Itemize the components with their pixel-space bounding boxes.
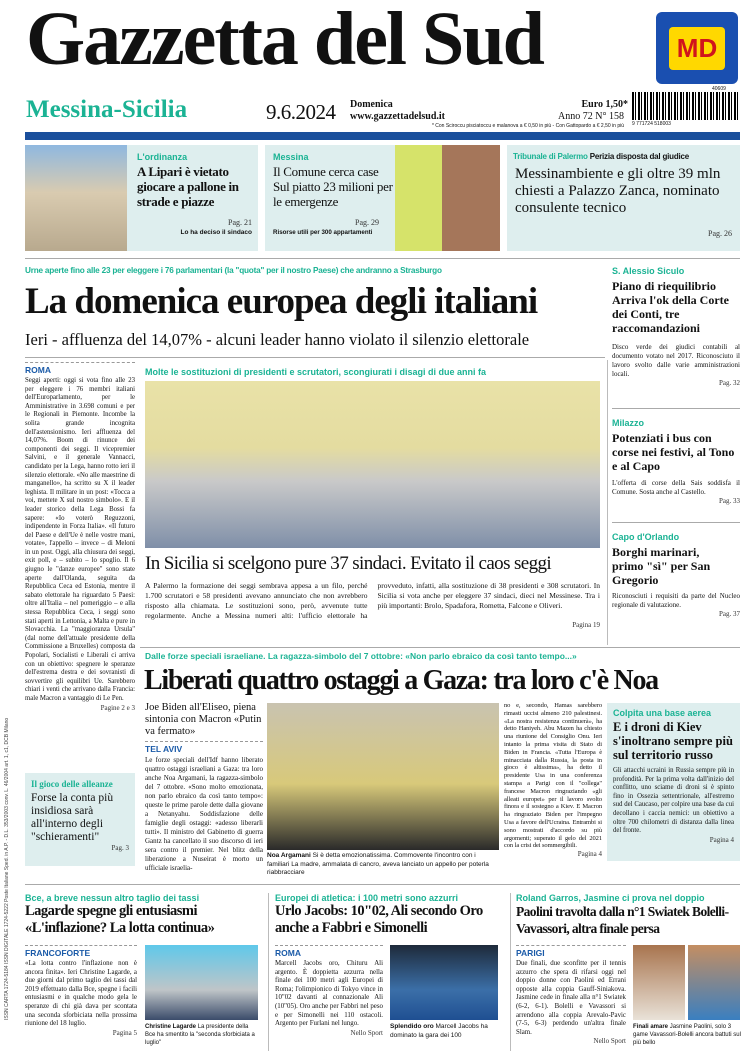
masthead-title: Gazzetta del Sud bbox=[26, 0, 543, 81]
bottom-body: Marcell Jacobs oro, Chituru Ali argento. È doppietta azzurra nella finale dei 100 metri agli Europei di Roma; l'olimpionico di Tokyo vince in 10"02 davanti al connazionale Ali (10"05). Oro anche per Fabbri nel peso e per Simonelli nei 110 ostacoli. Argento per Furlani nel lungo. bbox=[275, 960, 383, 1028]
teaser-comune[interactable] bbox=[265, 145, 500, 251]
right-headline: Borghi marinari, primo "sì" per San Gregorio bbox=[612, 545, 711, 587]
kiev-body: Gli attacchi ucraini in Russia sempre più in profondità. Per la prima volta dall'inizio del conflitto, uno sciame di droni si è spinto fino in Ossezia settentrionale, all'estremo sud del Caucaso, per colpire una base da cui decollano i caccia nemici: un obiettivo a oltre 700 chilometri di distanza dalla linea del fronte. bbox=[613, 767, 734, 835]
lead-location: ROMA bbox=[25, 362, 135, 375]
paolini-photo bbox=[633, 945, 685, 1020]
bottom-location: PARIGI bbox=[516, 945, 626, 958]
right-item[interactable] bbox=[612, 418, 740, 505]
md-logo-text: MD bbox=[669, 27, 725, 70]
caption-text: Si è detta emozionatissima. Commovente l'incontro con i familiari La madre, ammalata di cancro, aveva lanciato un appello per poterla riabbracciare bbox=[267, 852, 489, 876]
barcode-code: 40609 bbox=[712, 86, 726, 92]
gaza-subhead: Joe Biden all'Eliseo, piena sintonia con Macron «Putin va fermato» bbox=[145, 702, 262, 737]
bottom-kicker: Roland Garros, Jasmine ci prova nel doppio bbox=[516, 893, 705, 903]
alleanze-kicker: Il gioco delle alleanze bbox=[31, 779, 113, 789]
alleanze-page: Pag. 3 bbox=[111, 844, 129, 852]
gaza-page: Pagina 4 bbox=[577, 850, 602, 859]
caption-name: Splendido oro bbox=[390, 1023, 434, 1030]
right-item[interactable] bbox=[612, 532, 740, 618]
bottom-location: FRANCOFORTE bbox=[25, 945, 137, 958]
jacobs-caption bbox=[390, 1023, 500, 1040]
bottom-kicker: Europei di atletica: i 100 metri sono azzurri bbox=[275, 893, 459, 903]
right-kicker: S. Alessio Siculo bbox=[612, 266, 685, 276]
gaza-body-cont: no e, secondo, Hamas sarebbero rimasti uccisi almeno 210 palestinesi. «La nostra resistenza continuerà», ha detto Haniyeh. Abu Mazen ha chiesto una riunione del Consiglio Onu. Ieri intanto la prima visita di Stato di Biden in Francia. «Tutta l'Europa è minacciata dalla Russia, la posta in gioco è altissima», ha detto il presidente Usa in una conferenza stampa a Parigi con il "collega" francese Macron ringraziando «gli alleati europei» per il lavoro svolto finora e il sostegno a Kiev. E Macron ha ringraziato Biden per l'impegno Usa a favore dell'Ucraina. Entrambi si sono mostrati d'accordo su più argomenti; superato il gelo del 2021 con la crisi dei sommergibili. bbox=[504, 702, 602, 850]
bottom-page: Pagina 5 bbox=[112, 1028, 137, 1037]
right-headline: Piano di riequilibrio Arriva l'ok della Corte dei Conti, tre raccomandazioni bbox=[612, 279, 729, 335]
story-jacobs[interactable] bbox=[275, 893, 505, 1039]
bottom-location: ROMA bbox=[275, 945, 383, 958]
gaza-article-cont bbox=[504, 702, 602, 858]
bottom-headline: Lagarde spegne gli entusiasmi «L'inflazione? La lotta continua» bbox=[25, 903, 215, 936]
website-link[interactable]: www.gazzettadelsud.it bbox=[350, 111, 445, 122]
lead-headline[interactable]: La domenica europea degli italiani bbox=[25, 281, 538, 322]
lead-article bbox=[25, 362, 135, 712]
kiev-box[interactable] bbox=[607, 703, 740, 861]
noa-photo bbox=[267, 703, 499, 850]
caption-name: Finali amare bbox=[633, 1024, 669, 1030]
teaser-page: Pag. 21 bbox=[228, 218, 252, 227]
bottom-body: Due finali, due sconfitte per il tennis azzurro che spera di rifarsi oggi nel doppio donne con Paolini ed Errani opposte alla coppia Gauff-Siniakova. Jasmine cede in finale alla n°1 Swiatek (6-2, 6-1). Bolelli e Vavassori si arrendono alla coppia Arevalo-Pavic (7-5, 6-3) perdendo un'altra finale Slam. bbox=[516, 960, 626, 1036]
jacobs-photo bbox=[390, 945, 498, 1020]
right-headline: Potenziati i bus con corse nei festivi, al Tono e al Capo bbox=[612, 431, 735, 473]
noa-caption bbox=[267, 852, 499, 878]
caption-name: Noa Argamani bbox=[267, 852, 311, 859]
bottom-headline: Urlo Jacobs: 10"02, Ali secondo Oro anche a Fabbri e Simonelli bbox=[275, 903, 483, 936]
sicilia-page: Pagina 19 bbox=[572, 621, 600, 629]
gaza-headline[interactable]: Liberati quattro ostaggi a Gaza: tra loro c'è Noa bbox=[144, 665, 658, 696]
ad-logo bbox=[656, 12, 738, 84]
teaser-headline: A Lipari è vietato giocare a pallone in strade e piazze bbox=[137, 164, 239, 209]
caption-text: Marcell Jacobs ha dominato la gara dei 100 bbox=[390, 1023, 488, 1039]
teaser-kicker2: Perizia disposta dal giudice bbox=[589, 152, 690, 161]
seggi-photo bbox=[145, 381, 600, 548]
barcode bbox=[632, 92, 740, 120]
lagarde-caption bbox=[145, 1023, 260, 1047]
teaser-lipari[interactable] bbox=[25, 145, 258, 251]
teaser-footer: Risorse utili per 300 appartamenti bbox=[273, 229, 373, 236]
legal-info: ISSN CARTA 1724-5184 ISSN DIGITALE 1724-5222 Poste Italiane Sped. in A.P. - D.L. 353/2003 conv. L. 46/2004 art. 1, c1, DCB Milano bbox=[4, 717, 10, 1020]
teaser-headline: Il Comune cerca case Sul piatto 23 milioni per le emergenze bbox=[273, 164, 393, 209]
lipari-photo bbox=[25, 145, 127, 251]
price-note: * Con Sciroccu pisciatoccu e malanova a € 0,50 in più - Con Gattopardo a € 2,50 in più bbox=[431, 123, 624, 129]
right-body: Disco verde dei giudici contabili al documento votato nel 2017. Riconosciuto il lavoro svolto dalle varie amministrazioni locali. bbox=[612, 343, 740, 378]
lead-body: Seggi aperti: oggi si vota fino alle 23 per eleggere i 76 membri italiani dell'Europarlamento, per le Amministrative in 3.698 comuni e per le Regionali in Piemonte. Incombe la solita grande incognita dell'astensionismo. Ieri affluenza del 14,07%. Boom di rinunce dei componenti dei seggi. Il vicepremier Salvini, e il generale Vannacci, candidato per la Lega, hanno rotto ieri il silenzio elettorale. «No alle maestrine di manganello», ha scritto su X il leader leghista. Il militare in un post: «Tocca a voi, mettete X sul nostro simbolo». E il leader storico della Lega Bossi fa sapere: «Io voterò Reguzzoni, indipendente in Forza Italia». «Il futuro del Paese e dell'Ue è nelle vostre mani, votate», l'appello – invece – di Meloni in un post. Oggi, alla chiusura dei seggi, exit poll, e – subito – lo spoglio. Il 6 giugno le "danze europee" sono state aperte dall'Olanda, seguita da Repubblica Ceca ed Estonia, mentre il sabato elettorale ha riguardato 5 Paesi: oltre all'Italia – nel pomeriggio – e alla stessa Repubblica Ceca, i seggi sono stati aperti in Lettonia, a Malta e pure in Slovacchia. La "maggioranza Ursula" (dal nome dell'attuale presidente della Commissione a Bruxelles) composta da Popolari, Socialisti e Liberali ci arriva con un obiettivo: spegnere le speranze dell'estrema destra e dei sovranisti di sovvertire gli equilibri Ue. Sarebbero chiari i venti che arrivano dalla Francia: male Macron a vantaggio di Le Pen. bbox=[25, 377, 135, 702]
vendesi-photo bbox=[395, 145, 500, 251]
right-body: Riconosciuti i requisiti da parte del Nucleo regionale di valutazione. bbox=[612, 592, 740, 609]
lead-kicker: Urne aperte fino alle 23 per eleggere i 76 parlamentari (la "quota" per il nostro Paese) che andranno a Strasburgo bbox=[25, 266, 442, 275]
lead-page: Pagine 2 e 3 bbox=[100, 703, 135, 712]
caption-text: Jasmine Paolini, solo 3 game Vavassori-Bolelli ancora battuti sul più bello bbox=[633, 1024, 741, 1046]
story-lagarde[interactable] bbox=[25, 893, 260, 1046]
teaser-messinambiente[interactable] bbox=[507, 145, 740, 251]
teaser-kicker: Tribunale di Palermo bbox=[513, 152, 588, 161]
right-item[interactable] bbox=[612, 266, 740, 387]
right-kicker: Milazzo bbox=[612, 418, 645, 428]
issue-date: 9.6.2024 bbox=[266, 100, 336, 124]
bottom-headline: Paolini travolta dalla n°1 Swiatek Bolelli-Vavassori, altra finale persa bbox=[516, 904, 729, 936]
bottom-page: Nello Sport bbox=[593, 1037, 626, 1046]
right-page: Pag. 33 bbox=[719, 497, 740, 505]
kiev-headline: E i droni di Kiev s'inoltrano sempre più sul territorio russo bbox=[613, 720, 733, 762]
issue-number: Anno 72 N° 158 bbox=[558, 111, 624, 122]
price: Euro 1,50* bbox=[581, 99, 628, 110]
right-kicker: Capo d'Orlando bbox=[612, 532, 680, 542]
teaser-page: Pag. 26 bbox=[708, 229, 732, 238]
bolelli-vavassori-photo bbox=[688, 945, 740, 1020]
bottom-kicker: Bce, a breve nessun altro taglio dei tassi bbox=[25, 893, 200, 903]
gaza-article bbox=[145, 741, 263, 873]
caption-name: Christine Lagarde bbox=[145, 1024, 197, 1030]
barcode-number: 9 771724 518003 bbox=[632, 121, 671, 127]
lagarde-photo bbox=[145, 945, 258, 1020]
lead-subhead: Ieri - affluenza del 14,07% - alcuni leader hanno violato il silenzio elettorale bbox=[25, 330, 530, 349]
gaza-body: Le forze speciali dell'Idf hanno liberato quattro ostaggi israeliani a Gaza: tra loro anche Noa Argamani, la ragazza-simbolo del 7 ottobre. «Sono molto emozionata, non parlo ebraico da così tanto tempo»: queste le prime parole dette dalla giovane a Netanyahu. Soddisfazione delle famiglie degli ostaggi: «adesso liberarli tutti». Il ministro del Gabinetto di guerra Gantz ha cancellato il suo discorso di ieri sera contro il premier. Nel blitz della liberazione a Nuseirat è morto un ufficiale israelia- bbox=[145, 756, 263, 872]
kiev-page: Pagina 4 bbox=[709, 835, 734, 844]
paolini-caption bbox=[633, 1023, 743, 1047]
sicilia-article bbox=[145, 581, 600, 629]
right-body: L'offerta di corse della Sais soddisfa il Comune. Sosta anche al Castello. bbox=[612, 479, 740, 496]
story-paolini[interactable] bbox=[516, 893, 744, 1046]
teaser-page: Pag. 29 bbox=[355, 218, 379, 227]
teaser-footer: Lo ha deciso il sindaco bbox=[180, 229, 252, 236]
sicilia-headline[interactable]: In Sicilia si scelgono pure 37 sindaci. Evitato il caos seggi bbox=[145, 553, 552, 574]
blue-bar bbox=[25, 132, 740, 140]
sicilia-body: A Palermo la formazione dei seggi sembrava appesa a un filo, perché 1.700 scrutatori e 58 presidenti avevano annunciato che non avrebbero risposto alla chiamata. Le sostituzioni sono, però, avvenute tutte regolarmente. Anche a Messina numeri alti: l'ufficio elettorale ha provveduto, infatti, alla sostituzione di 38 presidenti e 308 scrutatori. In Sicilia si vota anche per eleggere 37 sindaci, dieci nel Messinese. Tra i più importanti: Brolo, Spadafora, Rometta, Falcone e Oliveri. bbox=[145, 581, 600, 620]
teaser-kicker-row bbox=[513, 152, 689, 161]
sicilia-kicker: Molte le sostituzioni di presidenti e scrutatori, scongiurati i disagi di due anni fa bbox=[145, 367, 487, 377]
right-page: Pag. 32 bbox=[719, 379, 740, 387]
alleanze-headline: Forse la conta più insidiosa sarà all'interno degli "schieramenti" bbox=[31, 792, 114, 843]
gaza-kicker: Dalle forze speciali israeliane. La ragazza-simbolo del 7 ottobre: «Non parlo ebraico da così tanto tempo...» bbox=[145, 651, 577, 661]
teaser-kicker: L'ordinanza bbox=[137, 152, 188, 162]
kiev-kicker: Colpita una base aerea bbox=[613, 708, 712, 718]
edition-name: Messina-Sicilia bbox=[26, 96, 188, 123]
teaser-headline: Messinambiente e gli oltre 39 mln chiesti a Palazzo Zanca, nominato consulente tecnico bbox=[515, 166, 721, 216]
teaser-kicker: Messina bbox=[273, 152, 309, 162]
bottom-page: Nello Sport bbox=[350, 1028, 383, 1037]
alleanze-box[interactable] bbox=[25, 773, 135, 866]
caption-text: La presidente della Bce ha smentito la "seconda sforbiciata a luglio" bbox=[145, 1024, 255, 1046]
bottom-body: «La lotta contro l'inflazione non è ancora finita». Ieri Christine Lagarde, a due giorni dal primo taglio dei tassi dal 2019 effettuato dalla Bce, spegne i facili entusiasmi e in qualche modo gela le speranze di chi già dava per scontata una seconda sforbiciata nella prossima riunione del 18 luglio. bbox=[25, 960, 137, 1028]
gaza-location: TEL AVIV bbox=[145, 741, 263, 754]
issue-day: Domenica bbox=[350, 99, 393, 110]
right-page: Pag. 37 bbox=[719, 610, 740, 618]
